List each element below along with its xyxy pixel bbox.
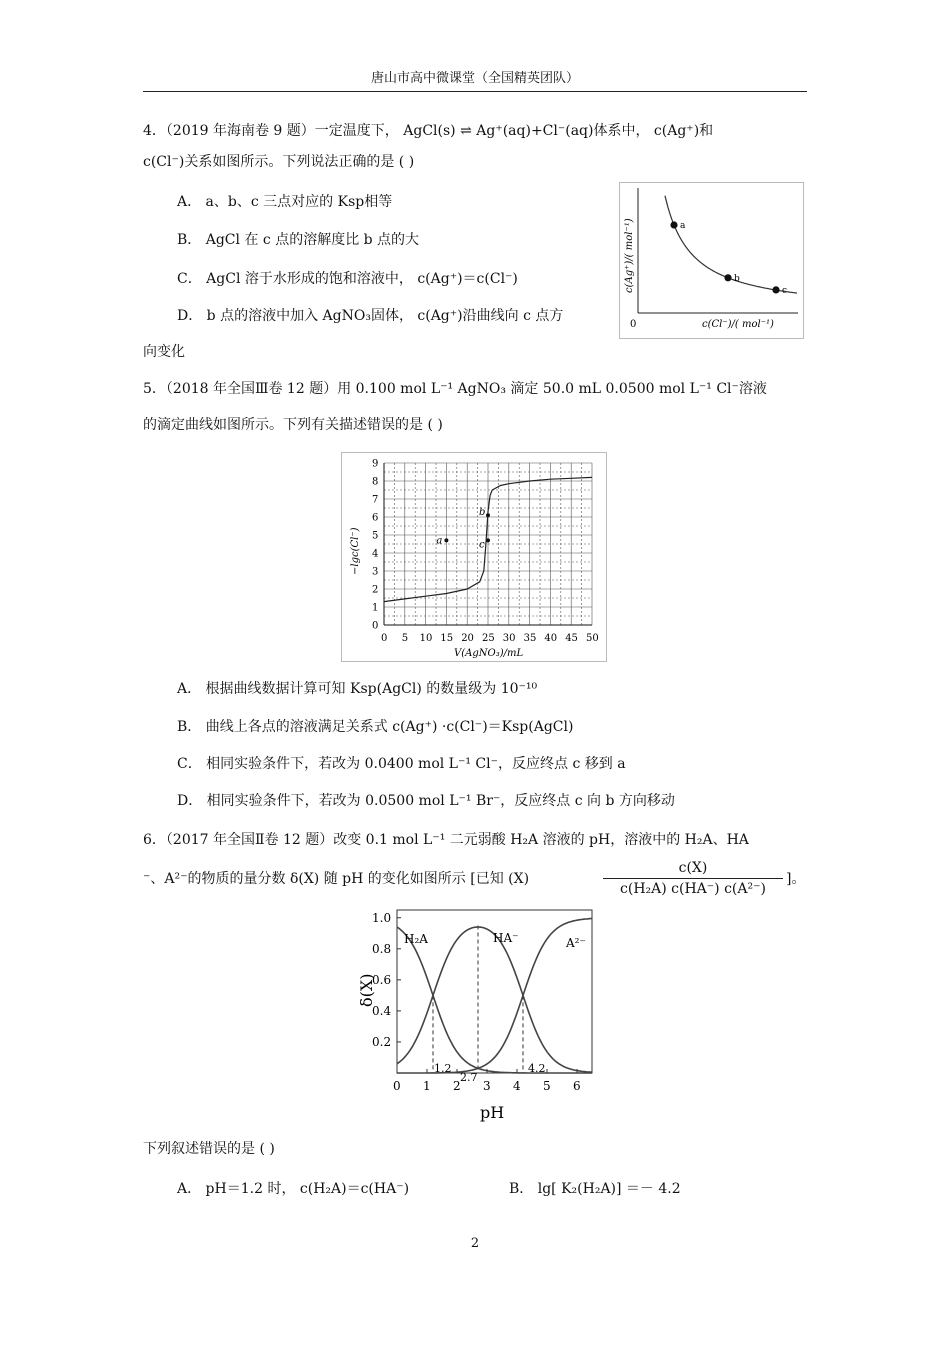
- q5-y-tick-label: 1: [372, 602, 379, 614]
- q5-point-b: [486, 513, 490, 517]
- q4-ylabel: c(Ag⁺)/( mol⁻¹): [624, 218, 635, 293]
- q6-x-tick-label: 0: [393, 1079, 401, 1093]
- q4-figure: [619, 182, 804, 339]
- q6-label-a2: A²⁻: [566, 936, 586, 950]
- q4-point-c: [772, 286, 779, 293]
- q5-line1: 5．（2018 年全国Ⅲ卷 12 题）用 0.100 mol L⁻¹ AgNO₃ 滴定 50.0 mL 0.0500 mol L⁻¹ Cl⁻溶液: [143, 381, 767, 397]
- q6-x-tick-label: 4: [513, 1079, 521, 1093]
- q6-fraction-bar: [603, 878, 783, 879]
- q6-mark-2: 2.7: [460, 1071, 478, 1084]
- q5-y-tick-label: 6: [372, 512, 379, 524]
- q6-y-tick-label: 0.6: [372, 972, 392, 987]
- q5-option-d: D． 相同实验条件下，若改为 0.0500 mol L⁻¹ Br⁻，反应终点 c 向 b 方向移动: [177, 793, 675, 809]
- q6-y-tick-label: 0.2: [372, 1034, 392, 1049]
- q5-x-tick-label: 0: [381, 633, 388, 644]
- q4-option-b: B． AgCl 在 c 点的溶解度比 b 点的大: [177, 232, 420, 248]
- q4-option-c: C． AgCl 溶于水形成的饱和溶液中， c(Ag⁺)＝c(Cl⁻): [177, 271, 518, 287]
- q5-x-tick-label: 50: [586, 633, 599, 644]
- q5-y-tick-label: 9: [372, 458, 379, 470]
- q5-option-c: C． 相同实验条件下，若改为 0.0400 mol L⁻¹ Cl⁻，反应终点 c 移到 a: [177, 756, 626, 772]
- q5-x-tick-label: 10: [419, 633, 433, 644]
- q5-xlabel: V(AgNO₃)/mL: [454, 648, 524, 659]
- q5-point-c: [486, 538, 490, 542]
- q4-line2: c(Cl⁻)关系如图所示。下列说法正确的是 ( ): [143, 154, 415, 170]
- q6-line1: 6．（2017 年全国Ⅱ卷 12 题）改变 0.1 mol L⁻¹ 二元弱酸 H₂A 溶液的 pH，溶液中的 H₂A、HA: [143, 832, 749, 848]
- q5-x-ticks: [381, 633, 599, 644]
- q5-label-c: c: [479, 539, 485, 551]
- q6-y-tick-label: 0.8: [372, 941, 392, 956]
- q6-line2a: ⁻、A²⁻的物质的量分数 δ(X) 随 pH 的变化如图所示 [已知 (X): [143, 871, 530, 887]
- q5-x-tick-label: 40: [544, 633, 558, 644]
- q6-ask: 下列叙述错误的是 ( ): [143, 1141, 275, 1157]
- q6-y-tick-label: 0.4: [372, 1003, 392, 1018]
- q4-origin: 0: [630, 319, 637, 330]
- q6-x-tick-label: 3: [483, 1079, 491, 1093]
- q5-x-tick-label: 25: [482, 633, 495, 644]
- q5-x-tick-label: 5: [401, 633, 409, 644]
- q4-line1: 4．（2019 年海南卷 9 题）一定温度下， AgCl(s) ⇌ Ag⁺(aq)+Cl⁻(aq)体系中， c(Ag⁺)和: [143, 123, 714, 139]
- q4-label-a: a: [680, 221, 686, 231]
- q4-graph: [620, 183, 803, 338]
- q5-ylabel: −lgc(Cl⁻): [350, 527, 361, 575]
- q6-x-tick-label: 1: [423, 1079, 431, 1093]
- q4-option-d: D． b 点的溶液中加入 AgNO₃固体， c(Ag⁺)沿曲线向 c 点方: [177, 308, 564, 324]
- q6-series-ha: [397, 927, 592, 1072]
- q5-y-tick-label: 0: [372, 620, 379, 632]
- q5-option-a: A． 根据曲线数据计算可知 Ksp(AgCl) 的数量级为 10⁻¹⁰: [177, 681, 538, 697]
- q5-point-a: [444, 538, 448, 542]
- q6-label-ha: HA⁻: [493, 931, 519, 945]
- q5-y-tick-label: 7: [372, 494, 379, 506]
- q5-y-tick-label: 3: [372, 566, 379, 578]
- q5-label-b: b: [479, 507, 486, 519]
- q5-x-tick-label: 45: [565, 633, 578, 644]
- q5-y-tick-label: 8: [372, 476, 379, 488]
- q6-option-b: B． lg[ K₂(H₂A)] ＝－ 4.2: [509, 1181, 681, 1197]
- q5-line2: 的滴定曲线如图所示。下列有关描述错误的是 ( ): [143, 417, 443, 433]
- page-number: 2: [470, 1236, 480, 1251]
- q6-x-tick-label: 5: [543, 1079, 551, 1093]
- q5-x-tick-label: 15: [440, 633, 454, 644]
- q6-y-tick-label: 1.0: [372, 910, 392, 925]
- q6-dashed-lines: [433, 926, 523, 1073]
- q6-label-h2a: H₂A: [404, 932, 428, 946]
- q6-fraction-denominator: c(H₂A) c(HA⁻) c(A²⁻): [620, 881, 766, 897]
- q6-figure: [352, 905, 602, 1125]
- q6-x-tick-label: 2: [453, 1079, 461, 1093]
- page-header: 唐山市高中微课堂（全国精英团队）: [370, 71, 579, 86]
- q6-fraction-numerator: c(X): [678, 860, 708, 876]
- q5-figure: [341, 452, 607, 662]
- q5-y-tick-label: 2: [372, 584, 379, 596]
- q6-mark-3: 4.2: [528, 1062, 546, 1075]
- q4-option-a: A． a、b、c 三点对应的 Ksp相等: [177, 194, 393, 210]
- q4-option-d-cont: 向变化: [143, 344, 185, 360]
- header-rule: [143, 91, 807, 92]
- q6-ylabel: δ(X): [357, 973, 376, 1007]
- q5-x-tick-label: 20: [461, 633, 474, 644]
- q6-x-tick-label: 6: [573, 1079, 581, 1093]
- q6-line2b: ]。: [786, 871, 806, 887]
- q5-x-tick-label: 30: [502, 633, 516, 644]
- q6-fraction: [603, 860, 783, 897]
- q5-y-tick-label: 4: [372, 548, 379, 560]
- q5-y-ticks: [372, 459, 378, 632]
- q6-series-h2a: [397, 927, 592, 1073]
- q5-x-tick-label: 35: [523, 633, 537, 644]
- q6-xlabel: pH: [480, 1103, 505, 1122]
- q4-label-c: c: [782, 285, 788, 296]
- q5-y-tick-label: 5: [372, 530, 379, 542]
- q6-option-a: A． pH＝1.2 时， c(H₂A)＝c(HA⁻): [177, 1181, 410, 1197]
- q5-label-a: a: [436, 535, 443, 547]
- q4-label-b: b: [734, 273, 740, 284]
- q5-graph: [342, 453, 606, 661]
- q6-mark-1: 1.2: [434, 1062, 452, 1075]
- q5-grid: [384, 463, 592, 625]
- q4-point-b: [724, 274, 731, 281]
- q6-graph: [352, 905, 602, 1125]
- q4-xlabel: c(Cl⁻)/( mol⁻¹): [702, 319, 774, 330]
- q4-point-a: [670, 221, 677, 228]
- q5-option-b: B． 曲线上各点的溶液满足关系式 c(Ag⁺) ·c(Cl⁻)＝Ksp(AgCl): [177, 719, 574, 735]
